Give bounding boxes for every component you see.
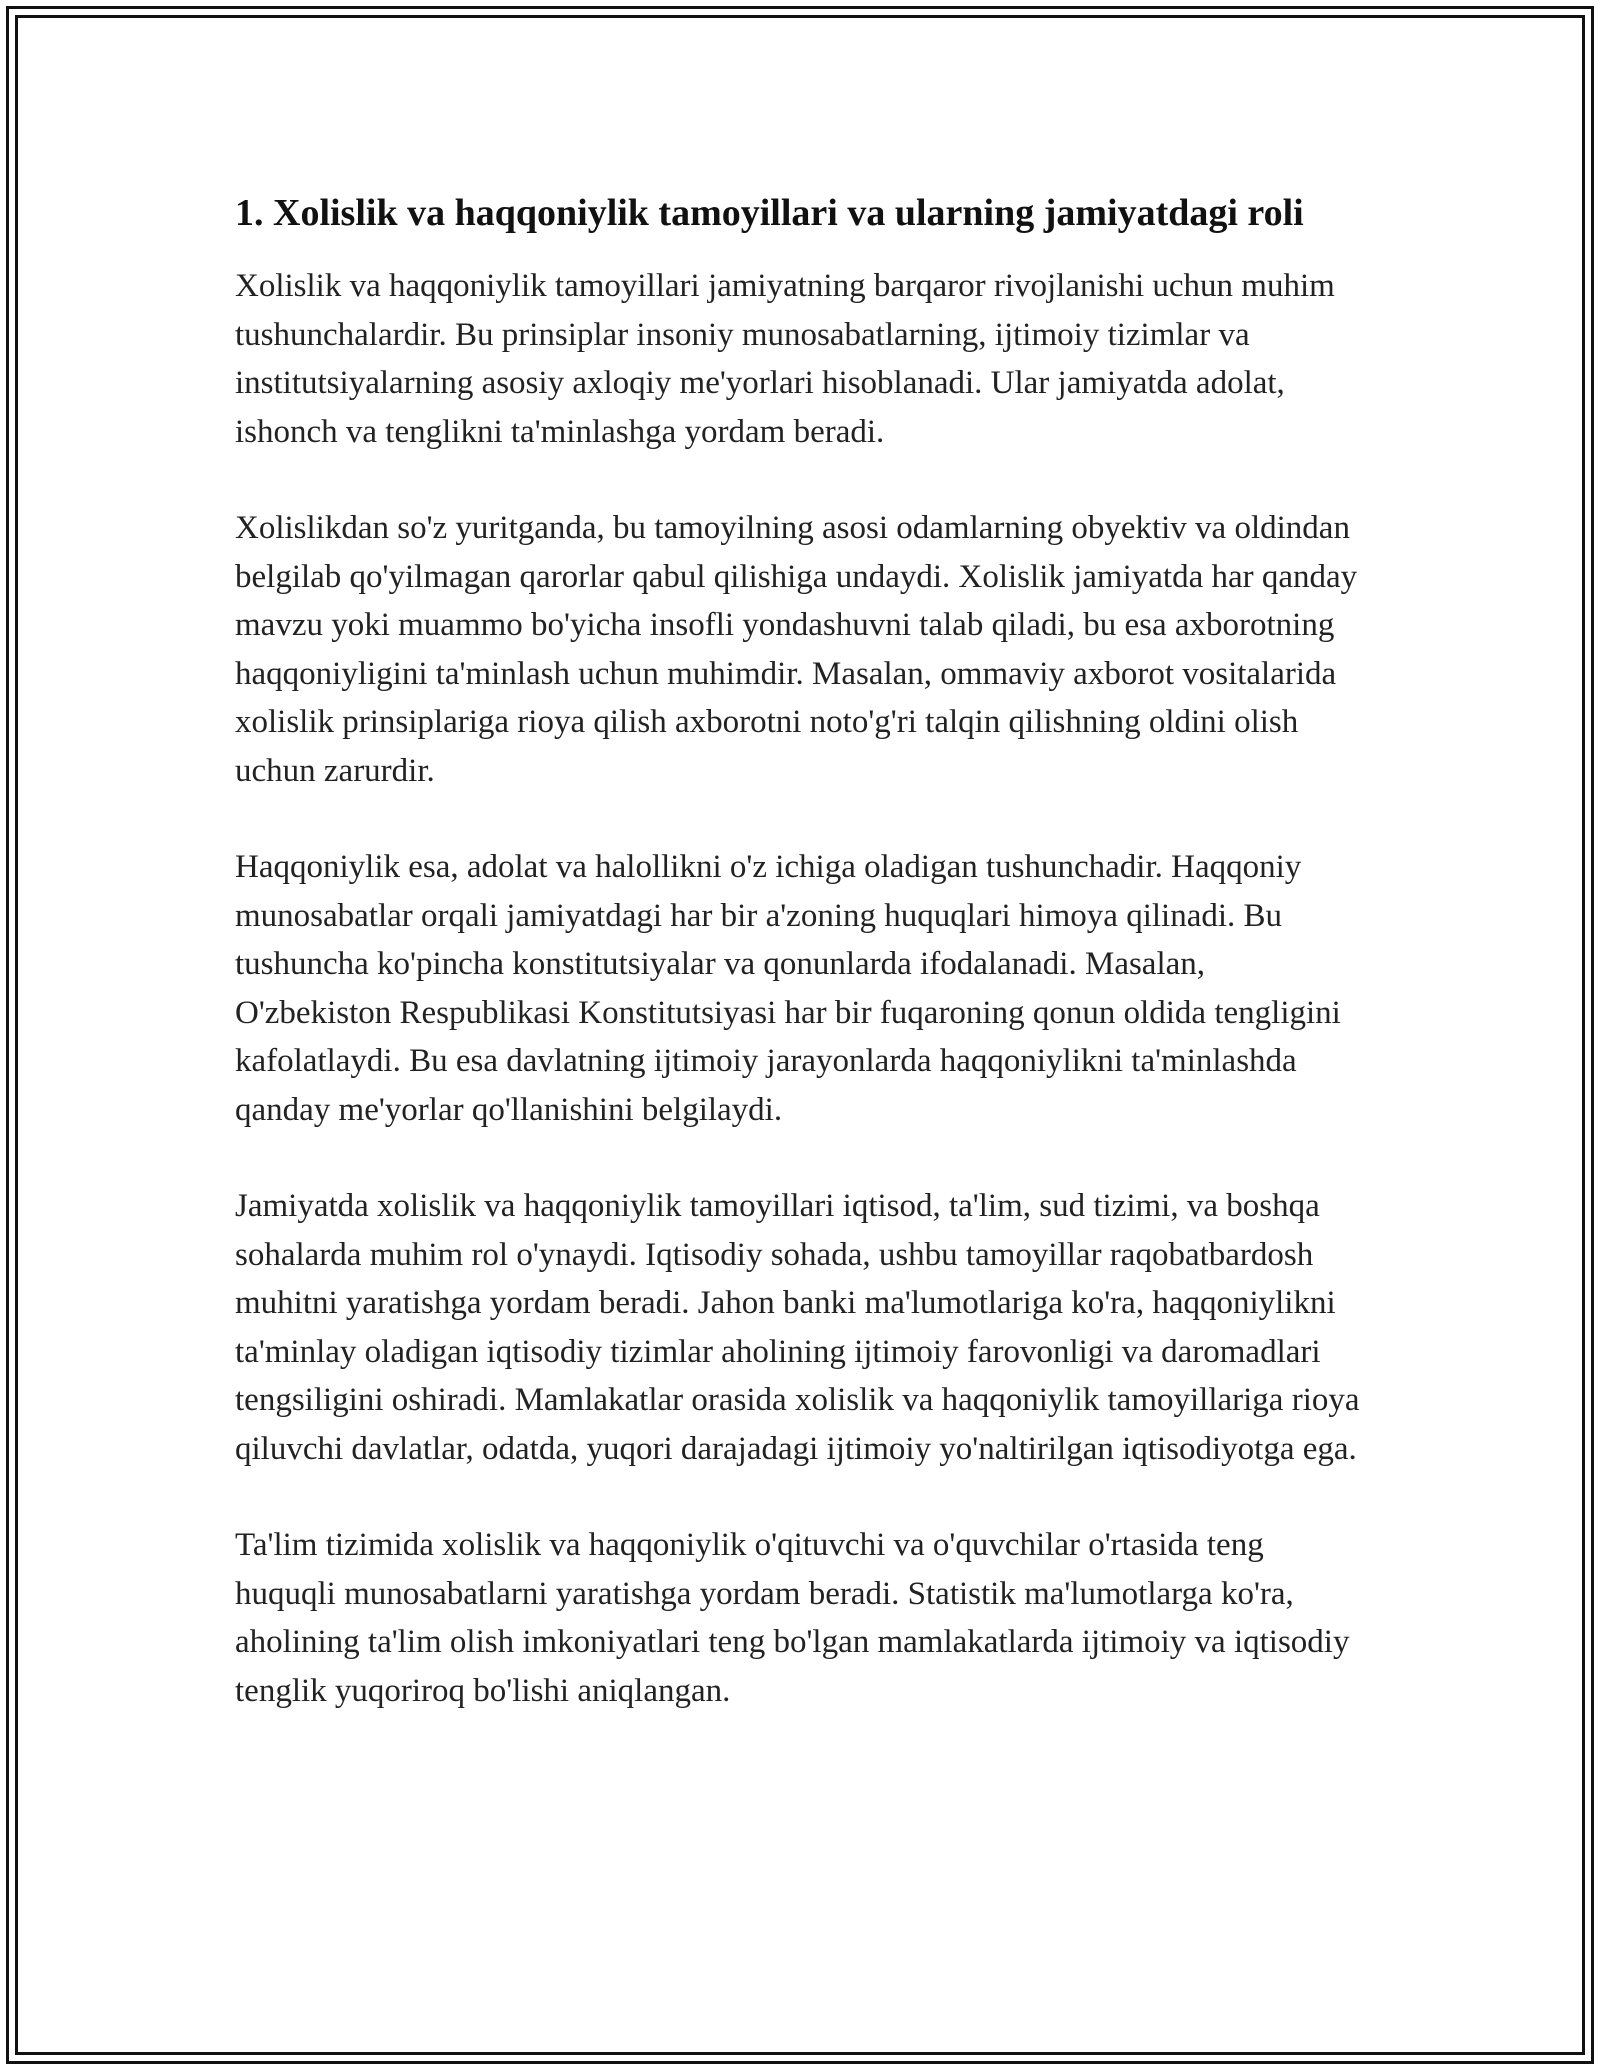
paragraph-objectivity: Xolislikdan so'z yuritganda, bu tamoyilning asosi odamlarning obyektiv va oldindan belgilab qo'yilmagan qarorlar qabul qilishiga undaydi. Xolislik jamiyatda har qanday mavzu yoki muammo bo'yicha insofli yondashuvni talab qiladi, bu esa axborotning haqqoniyligini ta'minlash uchun muhimdir. Masalan, ommaviy axborot vositalarida xolislik prinsiplariga rioya qilish axborotni noto'g'ri talqin qilishning oldini olish uchun zarurdir.	[235, 510, 1358, 789]
section-heading: 1. Xolislik va haqqoniylik tamoyillari va ularning jamiyatdagi roli	[235, 192, 1304, 234]
paragraph-education: Ta'lim tizimida xolislik va haqqoniylik o'qituvchi va o'quvchilar o'rtasida teng huquqli munosabatlarni yaratishga yordam beradi. Statistik ma'lumotlarga ko'ra, aholining ta'lim olish imkoniyatlari teng bo'lgan mamlakatlarda ijtimoiy va iqtisodiy tenglik yuqoriroq bo'lishi aniqlangan.	[235, 1527, 1350, 1709]
paragraph-fairness: Haqqoniylik esa, adolat va halollikni o'z ichiga oladigan tushunchadir. Haqqoniy munosabatlar orqali jamiyatdagi har bir a'zoning huquqlari himoya qilinadi. Bu tushuncha ko'pincha konstitutsiyalar va qonunlarda ifodalanadi. Masalan, O'zbekiston Respublikasi Konstitutsiyasi har bir fuqaroning qonun oldida tengligini kafolatlaydi. Bu esa davlatning ijtimoiy jarayonlarda haqqoniylikni ta'minlashda qanday me'yorlar qo'llanishini belgilaydi.	[235, 849, 1341, 1128]
document-body	[235, 186, 1365, 1715]
paragraph-intro: Xolislik va haqqoniylik tamoyillari jamiyatning barqaror rivojlanishi uchun muhim tushunchalardir. Bu prinsiplar insoniy munosabatlarning, ijtimoiy tizimlar va institutsiyalarning asosiy axloqiy me'yorlari hisoblanadi. Ular jamiyatda adolat, ishonch va tenglikni ta'minlashga yordam beradi.	[235, 268, 1335, 450]
paragraph-society-economy: Jamiyatda xolislik va haqqoniylik tamoyillari iqtisod, ta'lim, sud tizimi, va boshqa sohalarda muhim rol o'ynaydi. Iqtisodiy sohada, ushbu tamoyillar raqobatbardosh muhitni yaratishga yordam beradi. Jahon banki ma'lumotlariga ko'ra, haqqoniylikni ta'minlay oladigan iqtisodiy tizimlar aholining ijtimoiy farovonligi va daromadlari tengsiligini oshiradi. Mamlakatlar orasida xolislik va haqqoniylik tamoyillariga rioya qiluvchi davlatlar, odatda, yuqori darajadagi ijtimoiy yo'naltirilgan iqtisodiyotga ega.	[235, 1188, 1360, 1467]
